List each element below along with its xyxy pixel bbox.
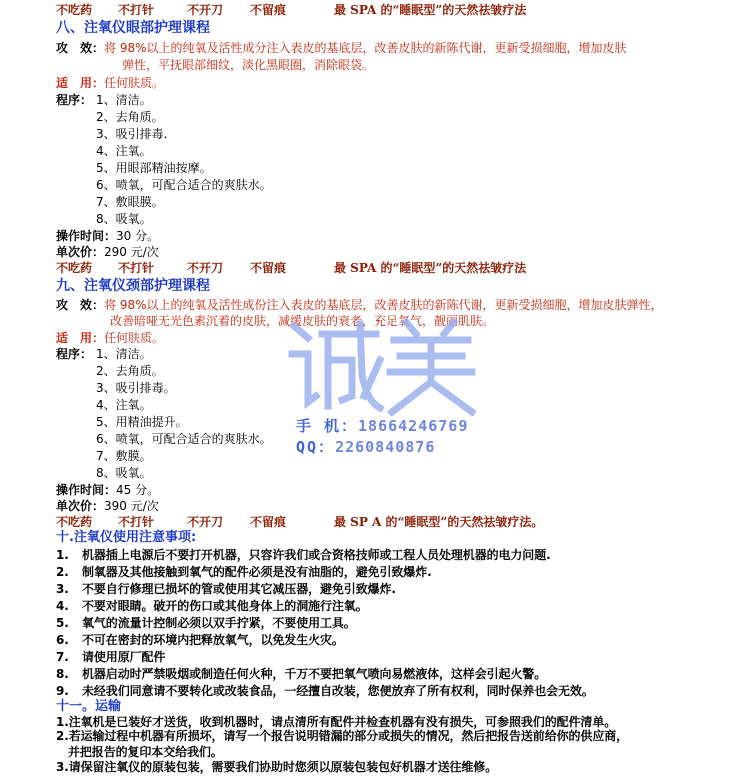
price-label: 单次价：: [56, 245, 105, 259]
watermark-phone-row: [296, 415, 468, 436]
slogan-phrase: 不吃药: [56, 261, 93, 275]
price-row: [56, 244, 159, 260]
procedure-step: 4、注氧。: [96, 398, 152, 412]
slogan-phrase: 不吃药: [56, 3, 93, 17]
notice-text: 请使用原厂配件: [82, 650, 166, 664]
slogan-phrase: 不打针: [118, 261, 155, 275]
notice-text: 机器启动时严禁吸烟或制造任何火种，千万不要把氧气喷向易燃液体，这样会引起火警。: [82, 667, 547, 681]
notice-item: [56, 666, 546, 682]
procedure-step: 6、喷氧，可配合适合的爽肤水。: [96, 178, 272, 192]
phone-label: 手 机：: [296, 417, 359, 435]
transport-item: 并把报告的复印本交给我们。: [68, 745, 223, 759]
procedure-step: 2、去角质。: [96, 110, 164, 124]
notice-text: 机器插上电源后不要打开机器，只容许我们或合资格技师或工程人员处理机器的电力问题.: [82, 548, 551, 562]
procedure-step: 5、用眼部精油按摩。: [96, 161, 212, 175]
notice-number: 3.: [56, 582, 69, 596]
logo-stroke: [431, 382, 472, 412]
procedure-step: 5、用精油提升。: [96, 415, 188, 429]
slogan-phrase: 不开刀: [187, 515, 224, 529]
procedure-step: 3、吸引排毒.: [96, 127, 168, 141]
suit-value: 任何肤质。: [104, 331, 165, 345]
price-value: 390 元/次: [104, 499, 159, 513]
effect-label: 攻 效：: [56, 298, 105, 312]
suit-row: [56, 75, 164, 91]
logo-stroke: [364, 360, 380, 396]
notice-number: 8.: [56, 667, 69, 681]
phone-number: 18664246769: [358, 417, 469, 435]
notice-item: [56, 632, 344, 648]
price-label: 单次价：: [56, 499, 105, 513]
procedure-step: 4、注氧。: [96, 144, 152, 158]
procedure-label: 程序：: [56, 347, 93, 361]
slogan-phrase: 最 SP A 的“睡眠型”的天然祛皱疗法。: [334, 515, 544, 529]
slogan-phrase: 最 SPA 的“睡眠型”的天然祛皱疗法: [334, 3, 527, 17]
notice-text: 氧气的流量计控制必须以双手拧紧，不要使用工具。: [82, 616, 356, 630]
notice-item: [56, 649, 165, 665]
notice-number: 4.: [56, 599, 69, 613]
procedure-step: 7、敷膜。: [96, 449, 152, 463]
time-row: [56, 228, 159, 244]
notice-number: 6.: [56, 633, 69, 647]
section-title: 十一。运输: [56, 699, 122, 714]
suit-label: 适 用：: [56, 76, 105, 90]
effect-text: 改善暗哑无光色素沉着的皮肤，减缓皮肤的衰老，充足氧气，靓丽肌肤。: [110, 314, 495, 328]
slogan-phrase: 不开刀: [187, 3, 224, 17]
suit-value: 任何肤质。: [104, 76, 165, 90]
slogan-phrase: 不留痕: [250, 515, 287, 529]
watermark-qq-row: [296, 436, 435, 457]
slogan-phrase: 不打针: [118, 3, 155, 17]
time-row: [56, 482, 159, 498]
suit-label: 适 用：: [56, 331, 105, 345]
logo-stroke: [292, 354, 316, 402]
qq-number: 2260840876: [335, 438, 436, 456]
watermark-logo: [286, 316, 476, 416]
slogan-phrase: 最 SPA 的“睡眠型”的天然祛皱疗法: [334, 261, 527, 275]
slogan-phrase: 不开刀: [187, 261, 224, 275]
procedure-step: 6、喷氧，可配合适合的爽肤水。: [96, 432, 272, 446]
suit-row: [56, 330, 164, 346]
section-title: 十.注氧仪使用注意事项:: [56, 530, 197, 545]
procedure-step: 3、吸引排毒。: [96, 381, 176, 395]
effect-text: 将 98%以上的纯氧及活性成份注入表皮的基底层，改善皮肤的新陈代谢，更新受损细胞，增加皮肤弹性，: [104, 298, 663, 312]
slogan-line: [0, 260, 750, 276]
notice-number: 5.: [56, 616, 69, 630]
notice-number: 7.: [56, 650, 69, 664]
notice-text: 不可在密封的环境内把释放氧气，以免发生火灾。: [82, 633, 344, 647]
transport-item: 3.请保留注氧仪的原装包装，需要我们协助时您须以原装包装包好机器才送往维修。: [56, 760, 498, 774]
notice-item: [56, 564, 432, 580]
notice-item: [56, 547, 551, 563]
effect-text: 将 98%以上的纯氧及活性成分注入表皮的基底层，改善皮肤的新陈代谢，更新受损细胞，增加皮肤: [104, 41, 627, 55]
logo-stroke: [392, 382, 431, 412]
slogan-phrase: 不留痕: [250, 3, 287, 17]
notice-text: 不要对眼睛。破开的伤口或其他身体上的洞施行注氧。: [82, 599, 368, 613]
procedure-step: 7、敷眼膜。: [96, 195, 164, 209]
time-value: 45 分。: [116, 483, 160, 497]
notice-number: 9.: [56, 684, 69, 698]
slogan-line: [0, 514, 750, 530]
procedure-step: 1、清洁。: [96, 93, 152, 107]
logo-stroke: [406, 322, 416, 334]
notice-number: 1.: [56, 548, 69, 562]
price-value: 290 元/次: [104, 245, 159, 259]
time-label: 操作时间：: [56, 229, 117, 243]
procedure-step: 1、清洁。: [96, 347, 152, 361]
effect-label: 攻 效：: [56, 41, 105, 55]
notice-text: 未经我们同意请不要转化或改装食品，一经擅自改装，您便放弃了所有权利，同时保养也会无效。: [82, 684, 594, 698]
slogan-line: [0, 2, 750, 18]
logo-stroke: [328, 360, 352, 400]
logo-stroke: [444, 322, 454, 334]
notice-item: [56, 581, 396, 597]
effect-row: [56, 40, 627, 56]
procedure-step: 8、吸氧。: [96, 466, 152, 480]
procedure-step: 2、去角质。: [96, 364, 164, 378]
transport-item: 2.若运输过程中机器有所损坏，请写一个报告说明错漏的部分或损失的情况，然后把报告送前给你的供应商，: [56, 729, 629, 743]
effect-text: 弹性，平抚眼部细纹，淡化黑眼圈，消除眼袋。: [122, 58, 375, 72]
slogan-phrase: 不打针: [118, 515, 155, 529]
section-title: 九、注氧仪颈部护理课程: [56, 278, 210, 294]
notice-item: [56, 598, 368, 614]
notice-item: [56, 683, 594, 699]
slogan-phrase: 不留痕: [250, 261, 287, 275]
procedure-step: 8、吸氧。: [96, 212, 152, 226]
section-title: 八、注氧仪眼部护理课程: [56, 20, 210, 36]
notice-text: 制氧器及其他接触到氧气的配件必须是没有油脂的，避免引致爆炸.: [82, 565, 432, 579]
notice-item: [56, 615, 356, 631]
qq-label: QQ：: [296, 438, 336, 456]
transport-item: 1.注氧机是已装好才送货，收到机器时，请点清所有配件并检查机器有没有损失，可参照我们的配件清单。: [56, 715, 617, 729]
price-row: [56, 498, 159, 514]
effect-row: [56, 297, 663, 313]
time-value: 30 分。: [116, 229, 160, 243]
notice-text: 不要自行修理已损坏的管或使用其它减压器，避免引致爆炸.: [82, 582, 396, 596]
slogan-phrase: 不吃药: [56, 515, 93, 529]
procedure-label: 程序：: [56, 93, 93, 107]
logo-stroke: [294, 326, 308, 338]
notice-number: 2.: [56, 565, 69, 579]
time-label: 操作时间：: [56, 483, 117, 497]
